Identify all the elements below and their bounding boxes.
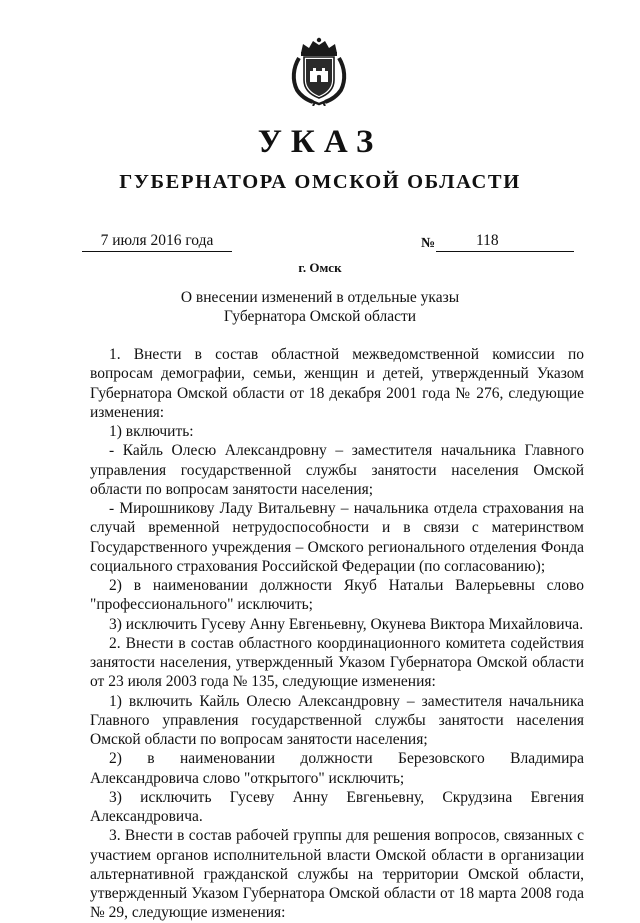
coat-of-arms-icon — [291, 36, 347, 106]
document-body — [90, 345, 584, 923]
paragraph: 2. Внести в состав областного координационного комитета содействия занятости населения, утвержденный Указом Губернатора Омской области от 23 июля 2003 года № 135, следующие изменения: — [90, 634, 584, 691]
paragraph: 3) исключить Гусеву Анну Евгеньевну, Окунева Виктора Михайловича. — [109, 615, 584, 633]
paragraph: 3) исключить Гусеву Анну Евгеньевну, Скрудзина Евгения Александровича. — [90, 788, 584, 825]
paragraph: 3. Внести в состав рабочей группы для решения вопросов, связанных с участием органов исполнительной власти Омской области в организации альтернативной гражданской службы на территории Омской области, утвержденный Указом Губернатора Омской области от 18 марта 2008 года № 29, следующие изменения: — [90, 827, 584, 922]
paragraph: - Мирошникову Ладу Витальевну – начальника отдела страхования на случай временной нетрудоспособности и в связи с материнством Государственного учреждения – Омского регионального отделения Фонда социального страхования Российской Федерации (по согласованию); — [90, 500, 584, 575]
document-heading — [0, 288, 640, 326]
number-label: № — [421, 236, 436, 251]
document-city: г. Омск — [298, 260, 342, 275]
paragraph: 1) включить Кайль Олесю Александровну – заместителя начальника Главного управления государственной службы занятости населения Омской области по вопросам занятости населения; — [90, 692, 584, 748]
document-date: 7 июля 2016 года — [82, 232, 232, 252]
heading-line: Губернатора Омской области — [223, 308, 417, 325]
paragraph: 2) в наименовании должности Березовского Владимира Александровича слово "открытого" исключить; — [90, 750, 584, 787]
document-title: УКАЗ — [257, 124, 383, 160]
paragraph: 2) в наименовании должности Якуб Натальи Валерьевны слово "профессионального" исключить; — [90, 577, 584, 614]
document-number-field — [436, 232, 574, 252]
heading-line: О внесении изменений в отдельные указы — [180, 289, 460, 306]
paragraph: - Кайль Олесю Александровну – заместителя начальника Главного управления государственной службы занятости населения Омской области по вопросам занятости населения; — [90, 442, 584, 498]
document-number: 118 — [476, 232, 499, 249]
document-subtitle: ГУБЕРНАТОРА ОМСКОЙ ОБЛАСТИ — [119, 171, 521, 193]
paragraph: 1. Внести в состав областной межведомственной комиссии по вопросам демографии, семьи, женщин и детей, утвержденный Указом Губернатора Омской области от 18 декабря 2001 года № 276, следующие изменения: — [90, 346, 584, 421]
paragraph: 1) включить: — [109, 423, 194, 440]
